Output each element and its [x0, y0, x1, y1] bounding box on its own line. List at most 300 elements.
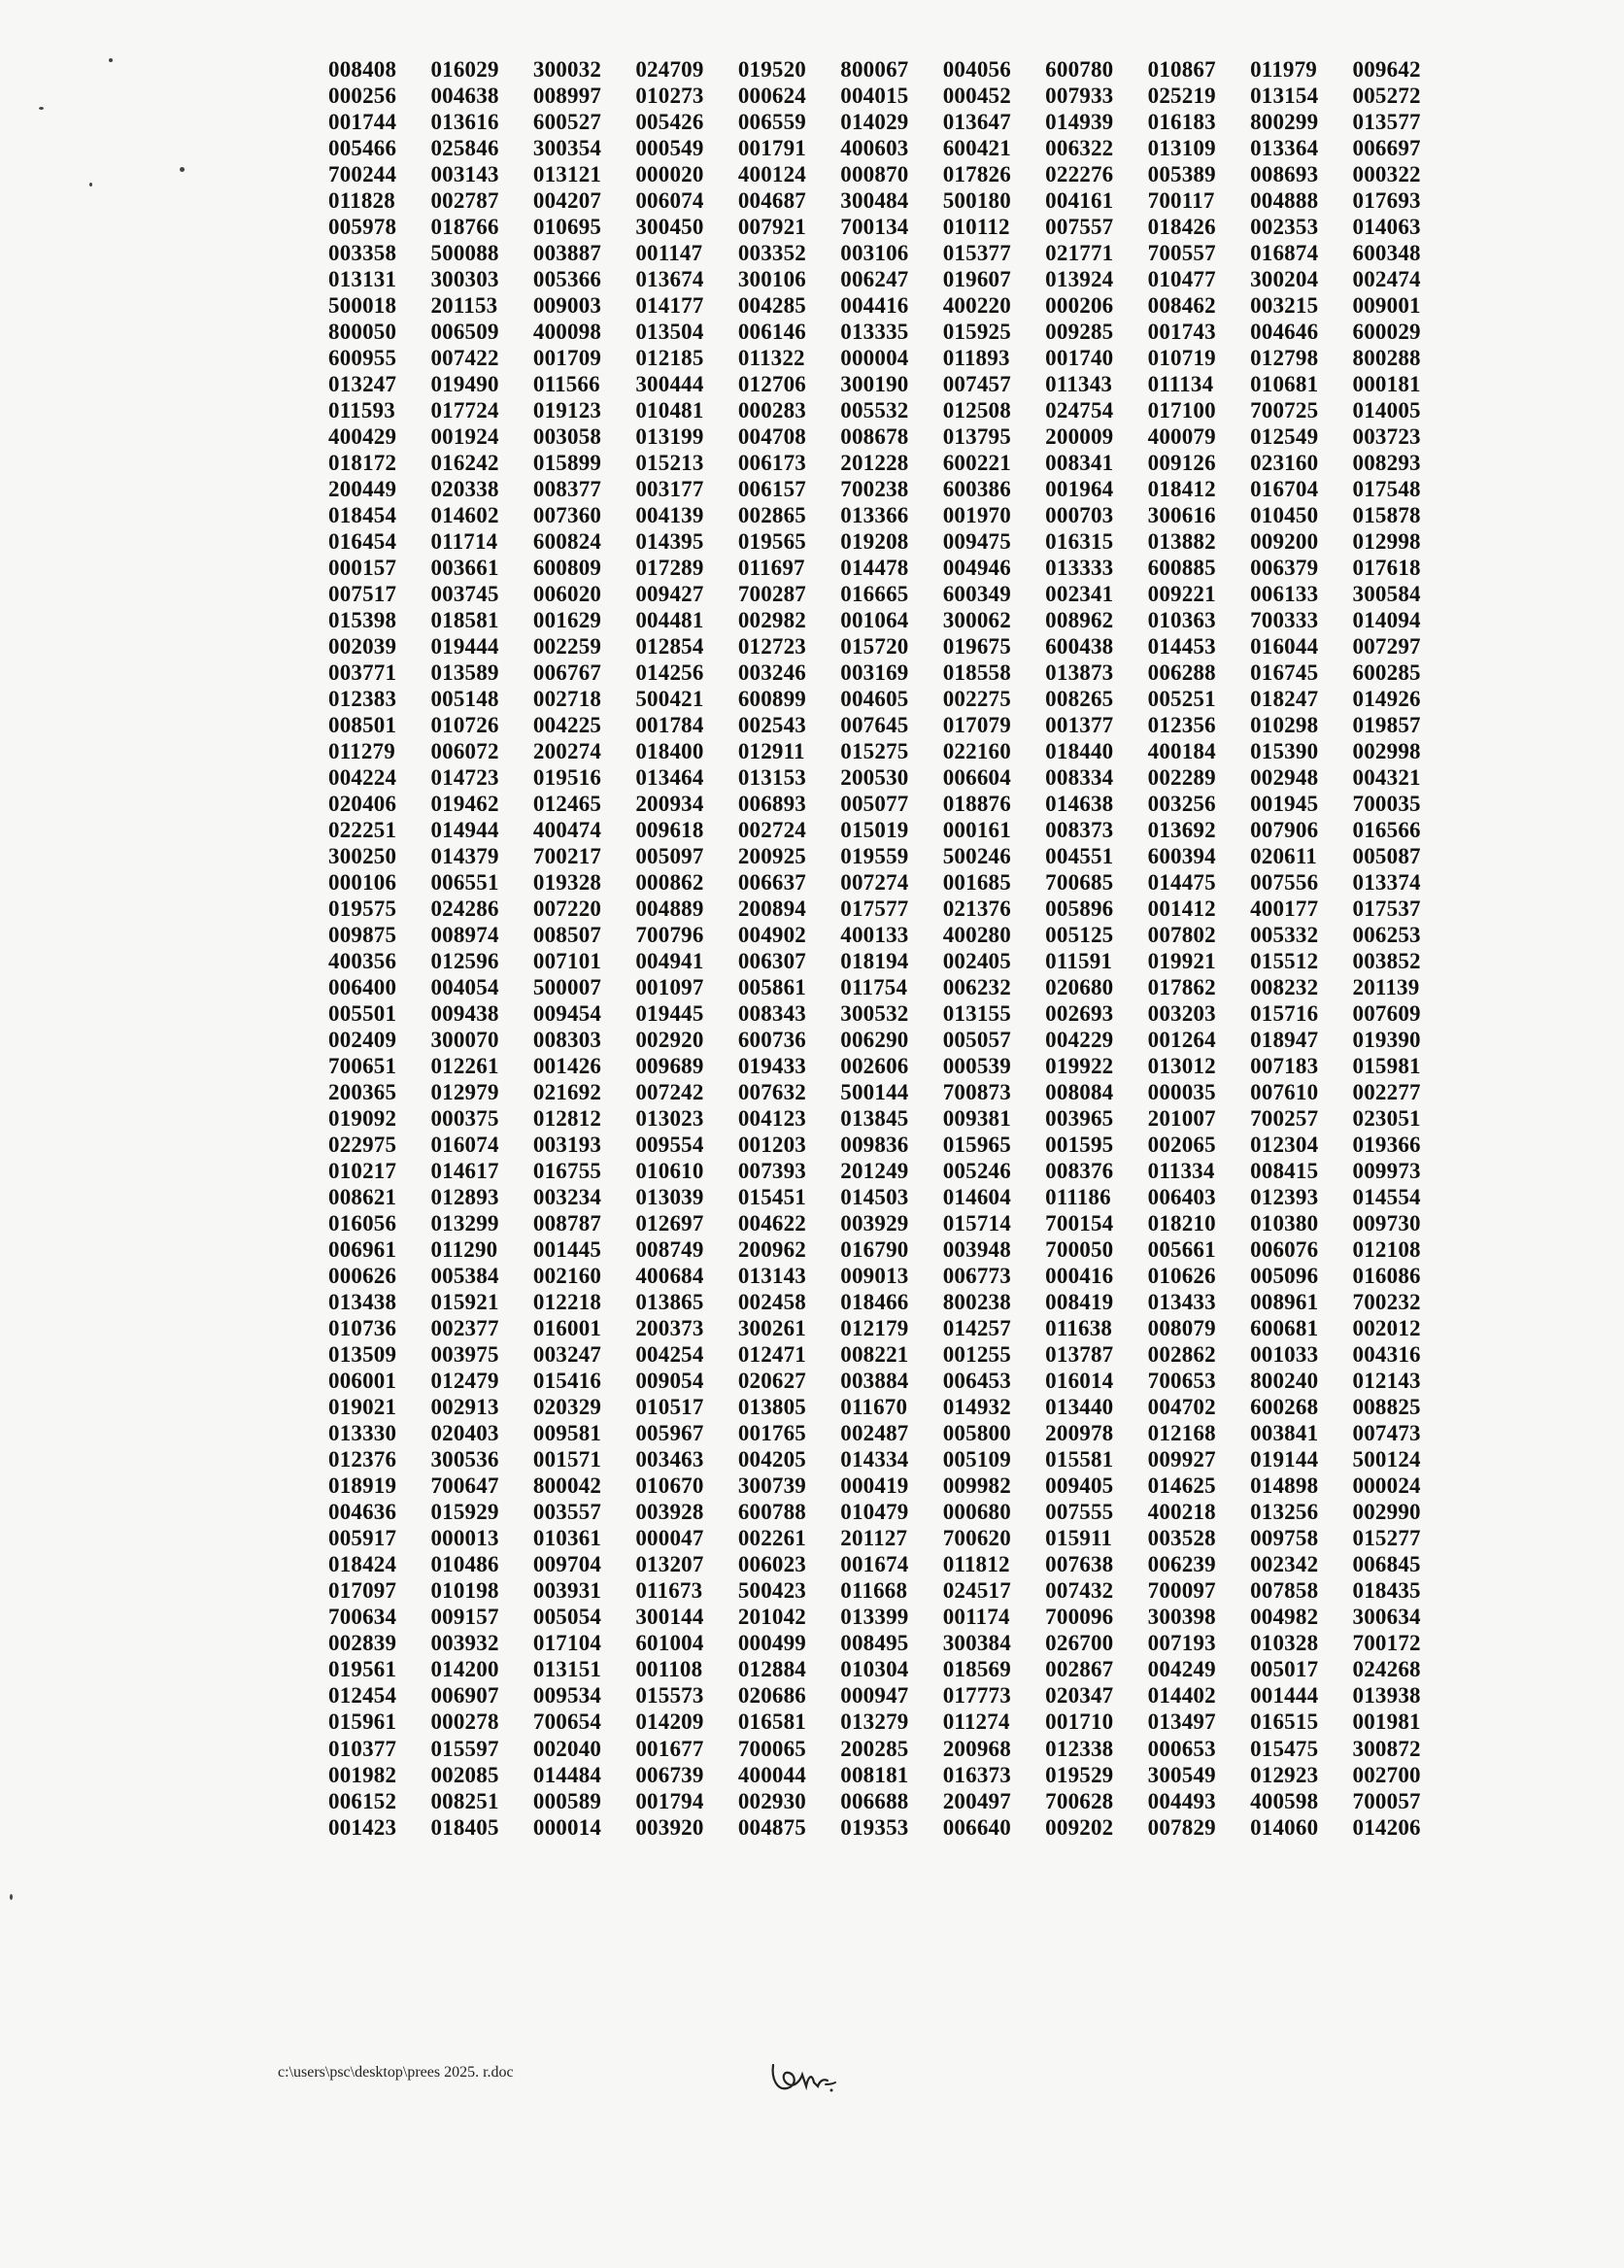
table-cell: 700620 [942, 1526, 1011, 1551]
table-cell: 400474 [532, 817, 602, 842]
table-row [328, 371, 1455, 397]
table-cell: 006290 [840, 1028, 909, 1053]
table-cell: 600029 [1352, 319, 1421, 344]
table-cell: 001595 [1045, 1133, 1114, 1158]
table-cell: 010626 [1147, 1264, 1216, 1289]
table-cell: 013433 [1147, 1290, 1216, 1315]
table-cell: 002012 [1352, 1316, 1421, 1341]
table-cell: 011828 [328, 187, 395, 213]
table-cell: 006845 [1352, 1552, 1421, 1577]
table-cell: 300261 [737, 1316, 807, 1341]
table-cell: 003256 [1147, 791, 1216, 816]
table-cell: 009554 [635, 1133, 704, 1158]
table-cell: 010610 [635, 1159, 704, 1184]
table-cell: 001445 [532, 1237, 602, 1263]
table-cell: 003463 [635, 1447, 704, 1473]
table-cell: 004254 [635, 1342, 704, 1368]
table-cell: 018426 [1147, 214, 1216, 239]
table-cell: 005384 [430, 1264, 499, 1289]
table-cell: 009157 [430, 1605, 499, 1630]
table-cell: 004708 [737, 423, 807, 449]
table-row [328, 1159, 1455, 1185]
table-cell: 013787 [1045, 1342, 1114, 1368]
table-cell: 013366 [840, 502, 909, 527]
table-cell: 005366 [532, 266, 602, 291]
table-cell: 006551 [430, 869, 499, 895]
table-cell: 011697 [737, 555, 805, 580]
table-row [328, 1106, 1455, 1133]
table-cell: 017724 [430, 397, 499, 423]
table-cell: 600438 [1045, 633, 1114, 659]
table-cell: 700653 [1147, 1369, 1216, 1394]
table-cell: 019366 [1352, 1133, 1421, 1158]
table-cell: 000013 [430, 1526, 499, 1551]
table-cell: 005861 [737, 975, 807, 1000]
table-cell: 015475 [1250, 1736, 1319, 1761]
table-cell: 012798 [1250, 345, 1319, 370]
table-cell: 019607 [942, 266, 1011, 291]
table-cell: 016014 [1045, 1369, 1114, 1394]
table-cell: 015451 [737, 1185, 807, 1210]
table-cell: 200925 [737, 843, 807, 868]
table-cell: 600955 [328, 345, 397, 370]
table-cell: 019462 [430, 791, 499, 816]
table-cell: 700725 [1250, 397, 1319, 423]
table-cell: 013509 [328, 1342, 397, 1368]
table-cell: 004249 [1147, 1657, 1216, 1682]
table-cell: 012697 [635, 1211, 704, 1236]
table-cell: 010736 [328, 1316, 397, 1341]
table-cell: 009642 [1352, 56, 1421, 82]
table-cell: 019208 [840, 528, 909, 554]
table-cell: 012596 [430, 949, 499, 974]
table-cell: 014379 [430, 843, 499, 868]
table-cell: 001685 [942, 869, 1011, 895]
table-cell: 012179 [840, 1316, 909, 1341]
table-cell: 002718 [532, 686, 602, 711]
table-cell: 009438 [430, 1001, 499, 1027]
table-cell: 009973 [1352, 1159, 1421, 1184]
table-cell: 011279 [328, 738, 395, 763]
table-cell: 006307 [737, 949, 807, 974]
table-cell: 800042 [532, 1473, 602, 1499]
table-cell: 005532 [840, 397, 909, 423]
table-row [328, 1762, 1455, 1788]
table-cell: 010726 [430, 712, 499, 737]
table-cell: 002275 [942, 686, 1011, 711]
table-cell: 024286 [430, 897, 499, 921]
table-cell: 011714 [430, 528, 498, 554]
table-cell: 300536 [430, 1447, 499, 1473]
table-row [328, 214, 1455, 240]
table-cell: 010695 [532, 214, 602, 239]
table-cell: 013938 [1352, 1683, 1421, 1709]
table-cell: 013924 [1045, 266, 1114, 291]
table-cell: 013247 [328, 371, 397, 396]
table-cell: 000703 [1045, 502, 1114, 527]
table-cell: 018919 [328, 1473, 397, 1499]
table-cell: 006453 [942, 1369, 1011, 1394]
table-cell: 019921 [1147, 949, 1216, 974]
table-cell: 001924 [430, 423, 499, 449]
scan-speck [39, 107, 44, 110]
table-cell: 013299 [430, 1211, 499, 1236]
table-cell: 009013 [840, 1264, 909, 1289]
table-cell: 004889 [635, 897, 704, 921]
table-cell: 018569 [942, 1657, 1011, 1682]
table-cell: 200968 [942, 1736, 1011, 1761]
table-cell: 000862 [635, 869, 704, 895]
table-cell: 014617 [430, 1159, 499, 1184]
scan-speck [10, 1894, 13, 1900]
table-cell: 008343 [737, 1001, 807, 1027]
table-cell: 600349 [942, 581, 1011, 606]
table-cell: 300450 [635, 214, 704, 239]
table-cell: 002487 [840, 1421, 909, 1446]
table-cell: 002862 [1147, 1342, 1216, 1368]
table-cell: 015981 [1352, 1054, 1421, 1079]
table-cell: 012884 [737, 1657, 807, 1682]
table-cell: 001203 [737, 1133, 807, 1158]
table-cell: 009427 [635, 581, 704, 606]
table-cell: 015573 [635, 1683, 704, 1709]
table-cell: 019559 [840, 843, 909, 868]
table-cell: 700647 [430, 1473, 499, 1499]
table-cell: 500246 [942, 843, 1011, 868]
table-cell: 002982 [737, 607, 807, 632]
table-cell: 006152 [328, 1788, 397, 1813]
table-cell: 001677 [635, 1736, 704, 1761]
table-cell: 000947 [840, 1683, 909, 1709]
table-cell: 002839 [328, 1631, 397, 1656]
table-cell: 004015 [840, 83, 909, 108]
table-cell: 006604 [942, 764, 1011, 790]
table-cell: 001571 [532, 1447, 602, 1473]
table-cell: 007829 [1147, 1814, 1216, 1840]
table-cell: 700685 [1045, 869, 1114, 895]
table-cell: 003193 [532, 1133, 602, 1158]
table-row [328, 109, 1455, 135]
table-cell: 011274 [942, 1709, 1010, 1735]
table-cell: 003841 [1250, 1421, 1319, 1446]
table-cell: 003247 [532, 1342, 602, 1368]
table-cell: 023051 [1352, 1106, 1421, 1132]
table-cell: 013464 [635, 764, 704, 790]
table-cell: 025846 [430, 135, 499, 160]
table-cell: 300398 [1147, 1605, 1216, 1630]
table-cell: 007422 [430, 345, 499, 370]
table-cell: 005097 [635, 843, 704, 868]
table-cell: 018558 [942, 660, 1011, 685]
table-cell: 009475 [942, 528, 1011, 554]
table-cell: 400598 [1250, 1788, 1319, 1813]
table-cell: 012812 [532, 1106, 602, 1132]
table-cell: 000589 [532, 1788, 602, 1813]
table-cell: 004638 [430, 83, 499, 108]
table-cell: 011893 [942, 345, 1010, 370]
table-cell: 007432 [1045, 1578, 1114, 1604]
table-cell: 003203 [1147, 1001, 1216, 1027]
table-cell: 011979 [1250, 56, 1318, 82]
table-cell: 002867 [1045, 1657, 1114, 1682]
table-cell: 008408 [328, 56, 397, 82]
table-cell: 002998 [1352, 738, 1421, 763]
table-cell: 600386 [942, 476, 1011, 501]
table-cell: 009003 [532, 292, 602, 318]
table-cell: 006403 [1147, 1185, 1216, 1210]
table-cell: 020347 [1045, 1683, 1114, 1709]
table-row [328, 502, 1455, 528]
table-cell: 018435 [1352, 1578, 1421, 1604]
table-row [328, 1001, 1455, 1028]
table-cell: 002913 [430, 1395, 499, 1420]
table-cell: 003661 [430, 555, 499, 580]
table-cell: 700096 [1045, 1605, 1114, 1630]
table-cell: 011334 [1147, 1159, 1215, 1184]
table-cell: 001255 [942, 1342, 1011, 1368]
table-cell: 014602 [430, 502, 499, 527]
table-cell: 011186 [1045, 1185, 1111, 1210]
table-row [328, 292, 1455, 319]
table-cell: 002458 [737, 1290, 807, 1315]
table-cell: 017097 [328, 1578, 397, 1604]
table-cell: 011673 [635, 1578, 703, 1604]
table-cell: 010486 [430, 1552, 499, 1577]
table-cell: 002920 [635, 1028, 704, 1053]
table-cell: 300444 [635, 371, 704, 396]
table-cell: 008232 [1250, 975, 1319, 1000]
table-cell: 002259 [532, 633, 602, 659]
table-row [328, 975, 1455, 1001]
table-cell: 015416 [532, 1369, 602, 1394]
table-cell: 600348 [1352, 240, 1421, 265]
table-cell: 006559 [737, 109, 807, 134]
table-cell: 007556 [1250, 869, 1319, 895]
table-cell: 001033 [1250, 1342, 1319, 1368]
table-cell: 019123 [532, 397, 602, 423]
table-cell: 006074 [635, 187, 704, 213]
table-row [328, 1657, 1455, 1683]
table-cell: 019520 [737, 56, 807, 82]
table-cell: 002474 [1352, 266, 1421, 291]
table-cell: 005896 [1045, 897, 1114, 921]
table-cell: 017548 [1352, 476, 1421, 501]
table-cell: 004481 [635, 607, 704, 632]
table-cell: 001982 [328, 1762, 397, 1787]
table-cell: 006288 [1147, 660, 1216, 685]
table-cell: 002353 [1250, 214, 1319, 239]
table-cell: 015377 [942, 240, 1011, 265]
table-cell: 014200 [430, 1657, 499, 1682]
table-cell: 600527 [532, 109, 602, 134]
table-cell: 004321 [1352, 764, 1421, 790]
table-cell: 006640 [942, 1814, 1011, 1840]
table-cell: 003143 [430, 161, 499, 186]
table-cell: 003358 [328, 240, 397, 265]
table-cell: 005661 [1147, 1237, 1216, 1263]
table-cell: 019575 [328, 897, 397, 921]
table-row [328, 83, 1455, 109]
table-cell: 020329 [532, 1395, 602, 1420]
table-cell: 002990 [1352, 1500, 1421, 1525]
table-cell: 002040 [532, 1736, 602, 1761]
table-cell: 023160 [1250, 450, 1319, 475]
table-row [328, 1578, 1455, 1605]
table-cell: 700154 [1045, 1211, 1114, 1236]
table-cell: 010304 [840, 1657, 909, 1682]
table-row [328, 686, 1455, 712]
table-cell: 500124 [1352, 1447, 1421, 1473]
table-cell: 009221 [1147, 581, 1216, 606]
table-cell: 002039 [328, 633, 397, 659]
table-cell: 005125 [1045, 923, 1114, 948]
table-cell: 018766 [430, 214, 499, 239]
table-cell: 002405 [942, 949, 1011, 974]
table-cell: 003931 [532, 1578, 602, 1604]
table-cell: 007557 [1045, 214, 1114, 239]
table-cell: 600221 [942, 450, 1011, 475]
table-cell: 002409 [328, 1028, 397, 1053]
table-cell: 016581 [737, 1709, 807, 1735]
table-cell: 014475 [1147, 869, 1216, 895]
table-cell: 017618 [1352, 555, 1421, 580]
table-cell: 013151 [532, 1657, 602, 1682]
table-cell: 018247 [1250, 686, 1319, 711]
table-cell: 017100 [1147, 397, 1216, 423]
table-cell: 005389 [1147, 161, 1216, 186]
table-cell: 300634 [1352, 1605, 1421, 1630]
table-cell: 008621 [328, 1185, 397, 1210]
table-cell: 013865 [635, 1290, 704, 1315]
table-row [328, 528, 1455, 555]
table-cell: 400098 [532, 319, 602, 344]
table-cell: 012168 [1147, 1421, 1216, 1446]
table-cell: 007906 [1250, 817, 1319, 842]
table-cell: 018172 [328, 450, 397, 475]
table-cell: 000161 [942, 817, 1011, 842]
table-cell: 001097 [635, 975, 704, 1000]
table-cell: 500144 [840, 1080, 909, 1105]
table-cell: 019490 [430, 371, 499, 396]
table-cell: 001629 [532, 607, 602, 632]
table-cell: 009704 [532, 1552, 602, 1577]
table-cell: 500421 [635, 686, 704, 711]
table-row [328, 764, 1455, 791]
table-cell: 800240 [1250, 1369, 1319, 1394]
table-row [328, 1395, 1455, 1421]
table-cell: 007220 [532, 897, 602, 921]
table-cell: 008181 [840, 1762, 909, 1787]
table-cell: 800067 [840, 56, 909, 82]
table-cell: 000047 [635, 1526, 704, 1551]
table-cell: 003852 [1352, 949, 1421, 974]
table-cell: 006688 [840, 1788, 909, 1813]
table-cell: 007933 [1045, 83, 1114, 108]
table-cell: 400184 [1147, 738, 1216, 763]
footer-file-path: c:\users\psc\desktop\prees 2025. r.doc [278, 2064, 514, 2081]
table-cell: 014060 [1250, 1814, 1319, 1840]
table-cell: 015961 [328, 1709, 397, 1735]
table-cell: 007183 [1250, 1054, 1319, 1079]
table-cell: 007242 [635, 1080, 704, 1105]
table-cell: 003887 [532, 240, 602, 265]
table-cell: 010477 [1147, 266, 1216, 291]
table-cell: 011670 [840, 1395, 908, 1420]
table-cell: 004636 [328, 1500, 397, 1525]
table-cell: 600394 [1147, 843, 1216, 868]
table-cell: 001970 [942, 502, 1011, 527]
table-cell: 005057 [942, 1028, 1011, 1053]
table-cell: 008251 [430, 1788, 499, 1813]
table-cell: 004875 [737, 1814, 807, 1840]
table-cell: 013364 [1250, 135, 1319, 160]
table-cell: 002065 [1147, 1133, 1216, 1158]
table-cell: 300190 [840, 371, 909, 396]
table-cell: 012549 [1250, 423, 1319, 449]
table-cell: 017104 [532, 1631, 602, 1656]
table-cell: 201153 [430, 292, 498, 318]
table-cell: 001426 [532, 1054, 602, 1079]
table-row [328, 450, 1455, 476]
table-cell: 005017 [1250, 1657, 1319, 1682]
table-cell: 015398 [328, 607, 397, 632]
table-cell: 400044 [737, 1762, 807, 1787]
table-cell: 012923 [1250, 1762, 1319, 1787]
table-cell: 016183 [1147, 109, 1216, 134]
table-cell: 011754 [840, 975, 908, 1000]
table-cell: 018405 [430, 1814, 499, 1840]
table-cell: 500088 [430, 240, 499, 265]
table-cell: 012218 [532, 1290, 602, 1315]
table-cell: 004687 [737, 187, 807, 213]
table-cell: 600788 [737, 1500, 807, 1525]
table-cell: 014094 [1352, 607, 1421, 632]
table-cell: 000014 [532, 1814, 602, 1840]
table-cell: 012471 [737, 1342, 807, 1368]
table-cell: 006697 [1352, 135, 1421, 160]
table-row [328, 712, 1455, 738]
table-cell: 600899 [737, 686, 807, 711]
table-cell: 010380 [1250, 1211, 1319, 1236]
table-cell: 500007 [532, 975, 602, 1000]
table-cell: 016515 [1250, 1709, 1319, 1735]
table-cell: 010670 [635, 1473, 704, 1499]
table-cell: 006072 [430, 738, 499, 763]
table-cell: 009581 [532, 1421, 602, 1446]
table-cell: 013805 [737, 1395, 807, 1420]
table-cell: 007610 [1250, 1080, 1319, 1105]
table-row [328, 319, 1455, 345]
table-cell: 017577 [840, 897, 909, 921]
table-cell: 400124 [737, 161, 807, 186]
table-cell: 009126 [1147, 450, 1216, 475]
table-cell: 000624 [737, 83, 807, 108]
table-cell: 012508 [942, 397, 1011, 423]
table-cell: 014939 [1045, 109, 1114, 134]
table-cell: 003215 [1250, 292, 1319, 318]
table-cell: 008501 [328, 712, 397, 737]
table-cell: 004946 [942, 555, 1011, 580]
table-row [328, 843, 1455, 869]
table-row [328, 923, 1455, 949]
table-cell: 008462 [1147, 292, 1216, 318]
table-cell: 008961 [1250, 1290, 1319, 1315]
table-cell: 300549 [1147, 1762, 1216, 1787]
table-cell: 007473 [1352, 1421, 1421, 1446]
table-cell: 005087 [1352, 843, 1421, 868]
table-cell: 016074 [430, 1133, 499, 1158]
table-cell: 015581 [1045, 1447, 1114, 1473]
